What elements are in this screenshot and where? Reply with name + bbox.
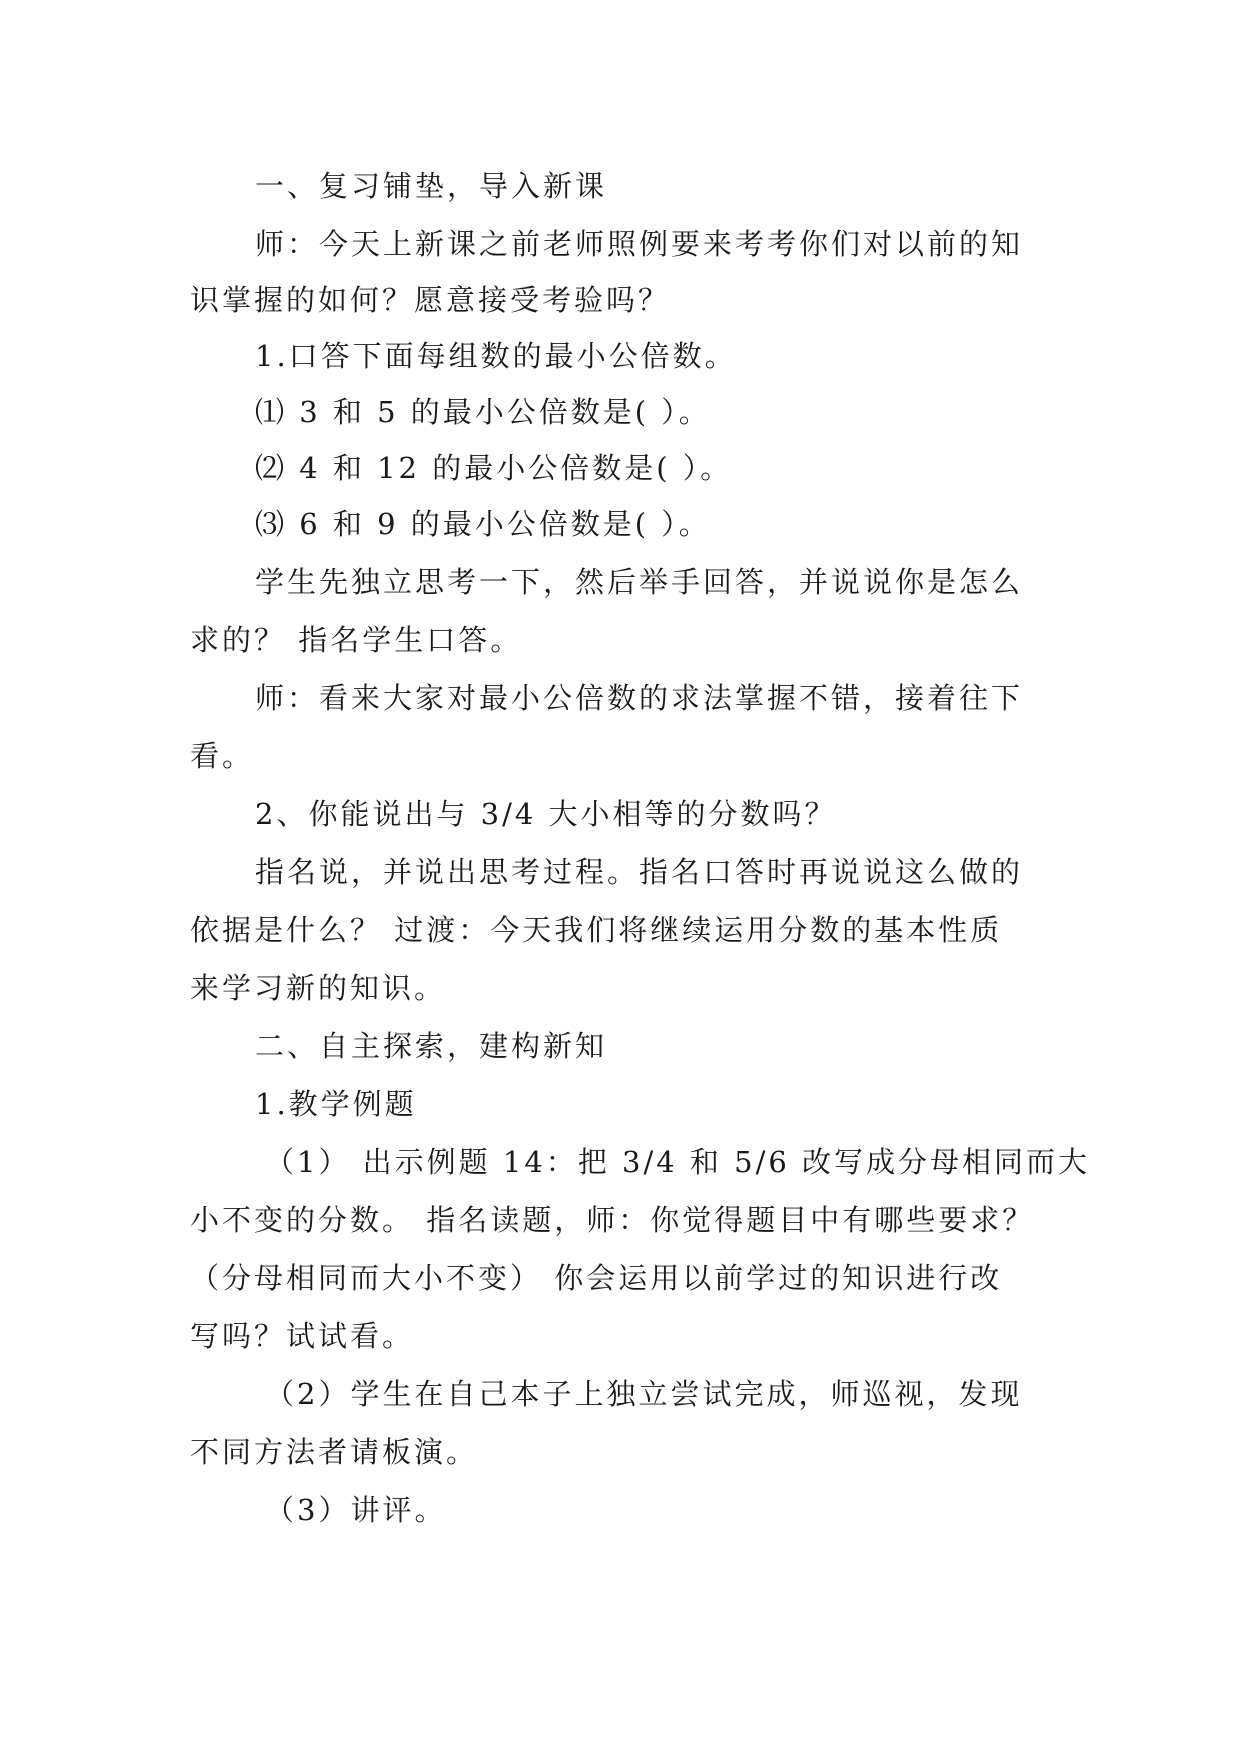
paragraph-line: 师：今天上新课之前老师照例要来考考你们对以前的知 <box>255 227 1024 261</box>
paragraph-line: 来学习新的知识。 <box>190 971 447 1005</box>
question-item: ⑶ 6 和 9 的最小公倍数是( ）。 <box>255 507 711 541</box>
paragraph-line: （1） 出示例题 14：把 3/4 和 5/6 改写成分母相同而大 <box>265 1145 1091 1179</box>
subsection-heading: 1.教学例题 <box>255 1087 417 1121</box>
paragraph-line: （3）讲评。 <box>265 1493 447 1527</box>
question-item: ⑴ 3 和 5 的最小公倍数是( ）。 <box>255 395 711 429</box>
question-heading: 2、你能说出与 3/4 大小相等的分数吗？ <box>255 797 837 831</box>
paragraph-line: 学生先独立思考一下，然后举手回答，并说说你是怎么 <box>255 565 1024 599</box>
paragraph-line: （2）学生在自己本子上独立尝试完成，师巡视，发现 <box>265 1377 1023 1411</box>
paragraph-line: 不同方法者请板演。 <box>190 1435 479 1469</box>
paragraph-line: 识掌握的如何？愿意接受考验吗？ <box>190 283 671 317</box>
paragraph-line: 小不变的分数。 指名读题，师：你觉得题目中有哪些要求？ <box>190 1203 1035 1237</box>
paragraph-line: （分母相同而大小不变） 你会运用以前学过的知识进行改 <box>190 1261 1003 1295</box>
paragraph-line: 求的？ 指名学生口答。 <box>190 623 523 657</box>
section-heading-2: 二、自主探索，建构新知 <box>255 1029 608 1063</box>
paragraph-line: 指名说，并说出思考过程。指名口答时再说说这么做的 <box>255 855 1024 889</box>
question-heading: 1.口答下面每组数的最小公倍数。 <box>255 339 737 373</box>
question-item: ⑵ 4 和 12 的最小公倍数是( ）。 <box>255 451 733 485</box>
paragraph-line: 师：看来大家对最小公倍数的求法掌握不错，接着往下 <box>255 681 1024 715</box>
paragraph-line: 看。 <box>190 739 255 773</box>
section-heading-1: 一、复习铺垫，导入新课 <box>255 169 608 203</box>
paragraph-line: 依据是什么？ 过渡：今天我们将继续运用分数的基本性质 <box>190 913 1003 947</box>
paragraph-line: 写吗？试试看。 <box>190 1319 415 1353</box>
